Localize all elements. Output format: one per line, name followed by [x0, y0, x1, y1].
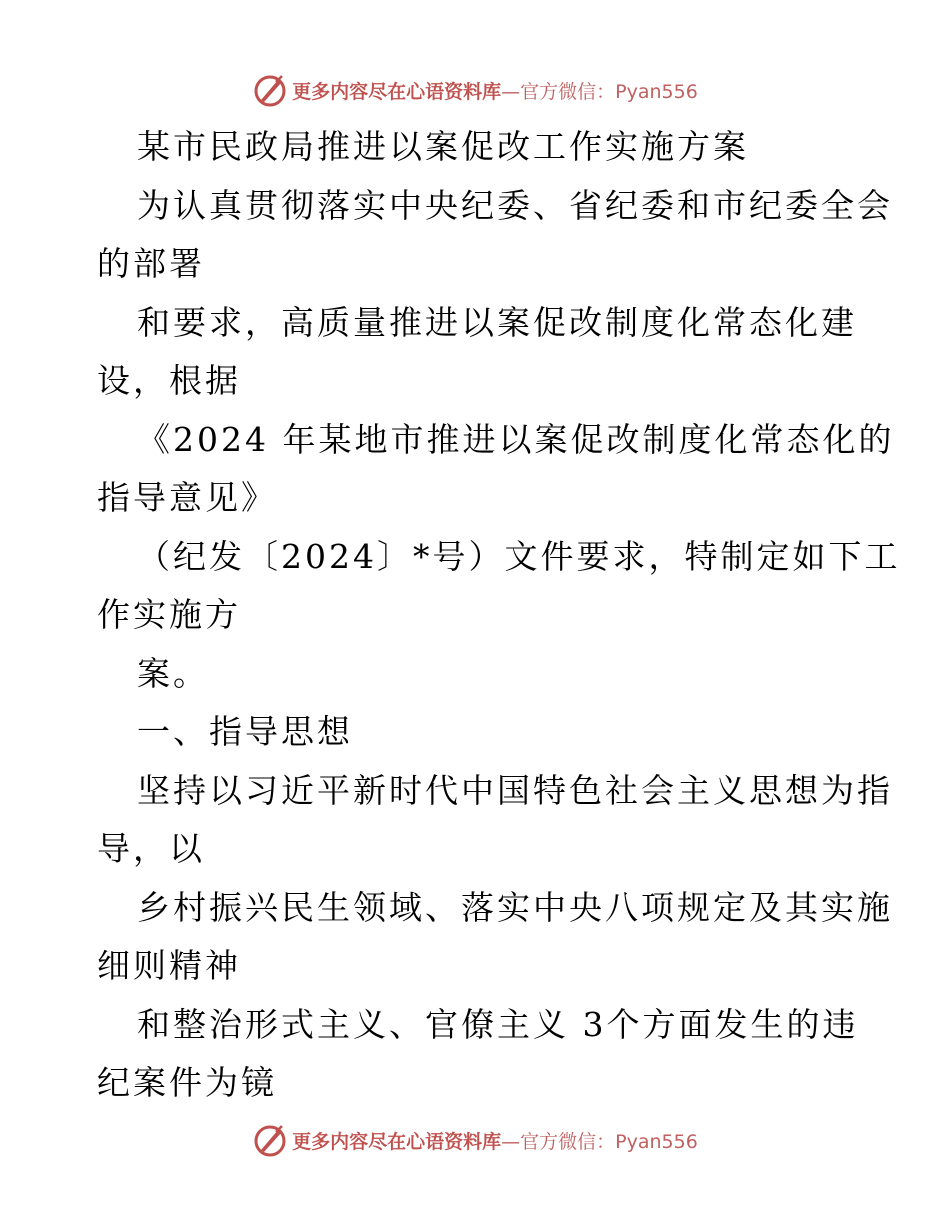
document-body — [97, 118, 901, 1113]
banner-contact-text: —官方微信：Pyan556 — [501, 80, 698, 103]
banner-contact-text: —官方微信：Pyan556 — [501, 1130, 698, 1153]
document-line: 纪案件为镜 — [97, 1063, 277, 1102]
header-watermark-banner — [0, 70, 950, 110]
feather-pen-logo-icon — [252, 1122, 288, 1158]
document-line: 细则精神 — [97, 946, 241, 985]
document-line: 为认真贯彻落实中央纪委、省纪委和市纪委全会 — [137, 185, 893, 225]
document-line: 案。 — [137, 653, 209, 693]
document-line: 设，根据 — [97, 361, 241, 400]
document-line: （纪发〔2024〕*号）文件要求，特制定如下工 — [137, 536, 901, 576]
document-line: 作实施方 — [97, 595, 241, 634]
banner-brand-text: 更多内容尽在心语资料库 — [292, 1130, 502, 1153]
document-line: 的部署 — [97, 244, 205, 283]
document-line: 指导意见》 — [97, 478, 277, 517]
document-line: 某市民政局推进以案促改工作实施方案 — [137, 127, 749, 166]
document-line: 导，以 — [97, 829, 205, 868]
document-line: 《2024 年某地市推进以案促改制度化常态化的 — [137, 419, 895, 459]
document-line: 和要求，高质量推进以案促改制度化常态化建 — [137, 302, 857, 342]
feather-pen-logo-icon — [252, 72, 288, 108]
banner-brand-text: 更多内容尽在心语资料库 — [292, 80, 502, 103]
document-line: 一、指导思想 — [137, 712, 353, 751]
document-line: 和整治形式主义、官僚主义 3个方面发生的违 — [137, 1004, 859, 1044]
footer-watermark-banner — [0, 1120, 950, 1160]
document-line: 乡村振兴民生领域、落实中央八项规定及其实施 — [137, 887, 893, 927]
document-line: 坚持以习近平新时代中国特色社会主义思想为指 — [137, 770, 893, 810]
